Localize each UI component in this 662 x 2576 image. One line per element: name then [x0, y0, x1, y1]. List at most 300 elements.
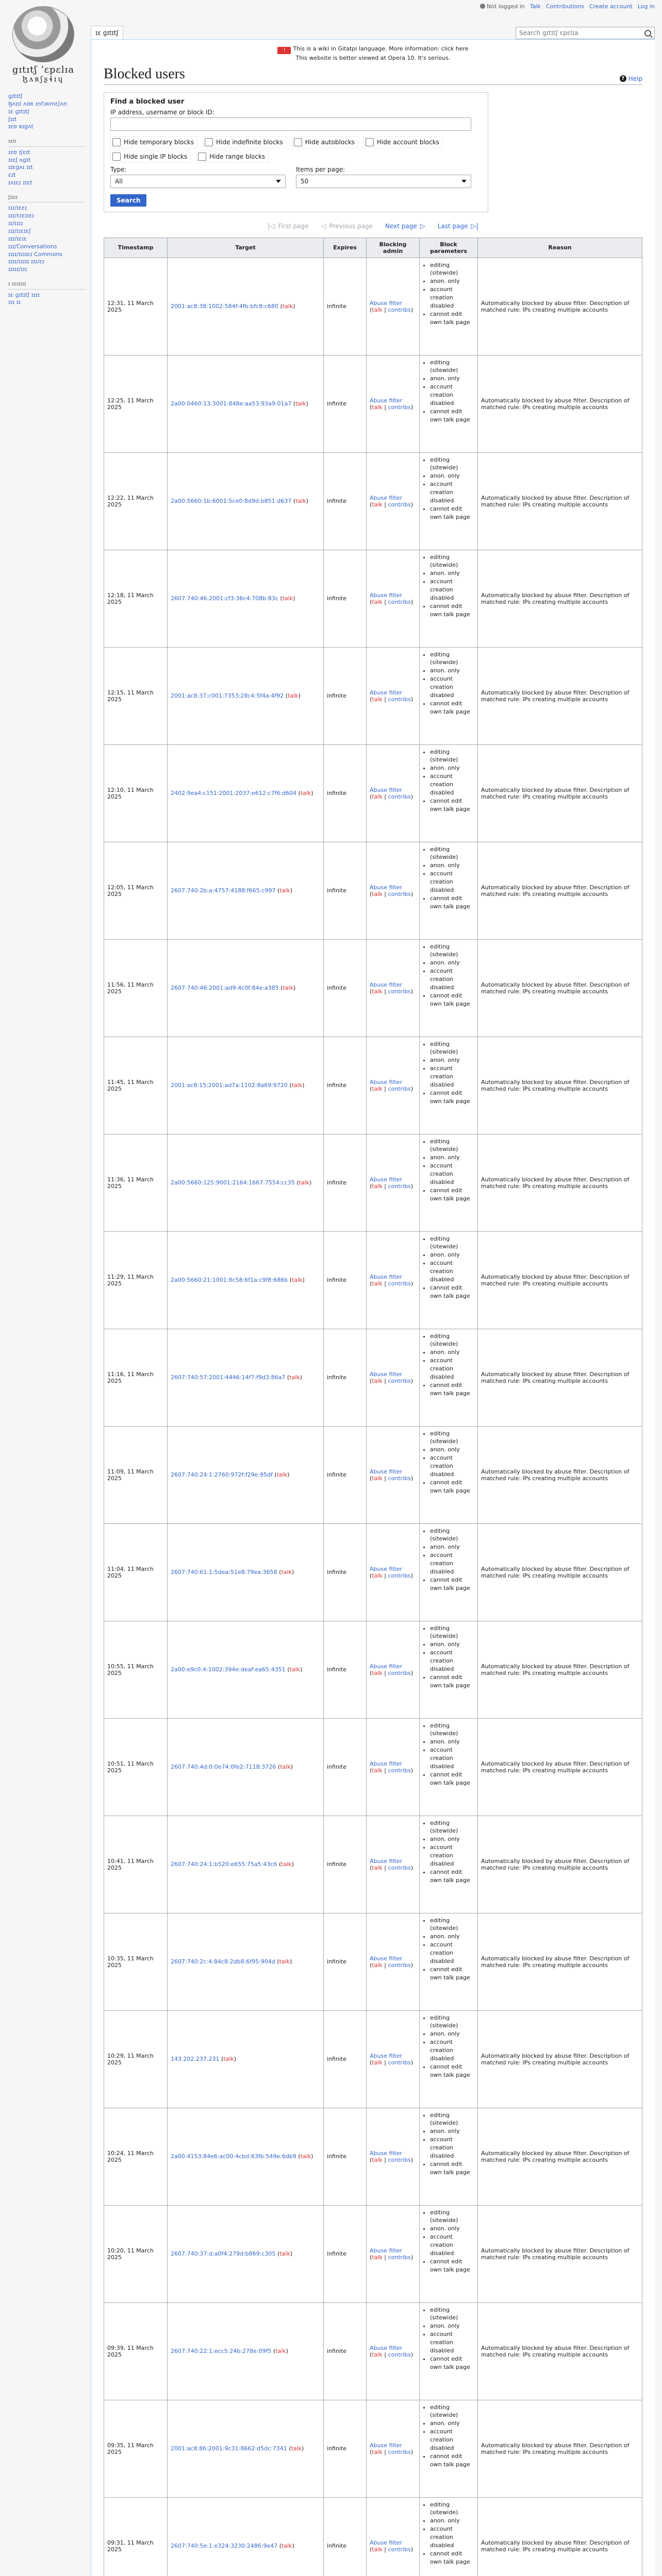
admin-contribs-link[interactable]: contribs — [388, 1475, 411, 1482]
param-item: • cannot edit own talk page — [430, 894, 474, 911]
filter-checkbox[interactable] — [196, 150, 269, 163]
admin-talk-link[interactable]: talk — [372, 2351, 383, 2358]
admin-talk-link[interactable]: talk — [372, 1182, 383, 1190]
admin-talk-link[interactable]: talk — [372, 403, 383, 411]
help-link[interactable]: ? Help — [620, 75, 642, 82]
param-item: • editing (sitewide) — [430, 261, 474, 278]
param-item: • editing (sitewide) — [430, 2209, 474, 2225]
target-talk-link[interactable]: talk — [289, 1666, 300, 1673]
cell-timestamp: 10:41, 11 March 2025 — [104, 1816, 168, 1913]
sidebar-item[interactable]: ɪʌɪɛɪ ɪɪɛt — [8, 179, 32, 187]
last-page-icon: ▷| — [471, 222, 478, 230]
cell-expires: infinite — [324, 647, 367, 744]
cell-admin: Abuse filter (talk | contribs) — [367, 1231, 420, 1329]
header-expires[interactable]: Expires — [324, 238, 367, 258]
site-logo[interactable] — [7, 6, 79, 83]
param-item: • account creation disabled — [430, 967, 474, 992]
cell-expires: infinite — [324, 1329, 367, 1426]
table-row — [104, 2302, 642, 2400]
target-talk-link[interactable]: talk — [300, 790, 311, 796]
admin-contribs-link[interactable]: contribs — [388, 793, 411, 800]
admin-talk-link[interactable]: talk — [372, 2546, 383, 2553]
header-reason[interactable]: Reason — [478, 238, 642, 258]
last-page-link[interactable]: Last page — [437, 223, 468, 230]
admin-link[interactable]: Abuse filter — [370, 2247, 403, 2254]
admin-talk-link[interactable]: talk — [372, 1280, 383, 1287]
admin-contribs-link[interactable]: contribs — [388, 403, 411, 411]
cell-reason: Automatically blocked by abuse filter. Description of matched rule: IPs creating multiple accounts — [478, 2497, 642, 2576]
target-link[interactable]: 2607:740:2c:4:84c8:2db8:6f95:904d — [171, 1958, 275, 1965]
sidebar-item[interactable]: ɪɪɛʃ ʌɡɪt — [8, 156, 31, 163]
admin-link[interactable]: Abuse filter — [370, 1955, 403, 1962]
param-item: • account creation disabled — [430, 1941, 474, 1965]
admin-contribs-link[interactable]: contribs — [388, 1377, 411, 1384]
target-link[interactable]: 2607:740:46:2001:ad9:4c0f:84e:a385 — [171, 985, 279, 991]
param-item: • anon. only — [430, 959, 474, 967]
cell-admin: Abuse filter (talk | contribs) — [367, 1523, 420, 1621]
admin-contribs-link[interactable]: contribs — [388, 1961, 411, 1969]
blocks-table — [104, 238, 642, 2576]
cell-admin: Abuse filter (talk | contribs) — [367, 1718, 420, 1816]
target-link[interactable]: 2607:740:2b:a:4757:4188:f665:c997 — [171, 887, 276, 894]
cell-expires: infinite — [324, 1621, 367, 1718]
sidebar-item[interactable]: ɪɪɛɡʌɪ ɪɪt — [8, 164, 33, 171]
search-icon[interactable] — [644, 30, 651, 37]
cell-reason: Automatically blocked by abuse filter. Description of matched rule: IPs creating multiple accounts — [478, 1816, 642, 1913]
header-blocking-admin[interactable]: Blocking admin — [367, 238, 420, 258]
target-talk-link[interactable]: talk — [282, 2543, 292, 2549]
admin-contribs-link[interactable]: contribs — [388, 1182, 411, 1190]
admin-talk-link[interactable]: talk — [372, 2059, 383, 2066]
sidebar-item[interactable]: ɪɪɪ/Conversations — [8, 243, 57, 250]
param-item: • editing (sitewide) — [430, 943, 474, 959]
sidebar-item[interactable]: ɪɪ/ɪɪɪɪ — [8, 220, 23, 227]
cell-admin: Abuse filter (talk | contribs) — [367, 647, 420, 744]
admin-talk-link[interactable]: talk — [372, 890, 383, 897]
cell-timestamp: 10:55, 11 March 2025 — [104, 1621, 168, 1718]
sidebar-item[interactable]: ɮʌɪɪl ʌʊʀ ɪnfɔʀmɛʃʌn — [8, 100, 67, 107]
target-talk-link[interactable]: talk — [280, 1764, 291, 1770]
cell-timestamp: 10:51, 11 March 2025 — [104, 1718, 168, 1816]
admin-link[interactable]: Abuse filter — [370, 2344, 403, 2351]
admin-link[interactable]: Abuse filter — [370, 689, 403, 696]
type-select[interactable]: All — [110, 175, 286, 188]
target-talk-link[interactable]: talk — [279, 1958, 290, 1965]
cell-timestamp: 09:31, 11 March 2025 — [104, 2497, 168, 2576]
param-item: • cannot edit own talk page — [430, 2355, 474, 2371]
admin-contribs-link[interactable]: contribs — [388, 501, 411, 508]
sidebar-item[interactable]: ɪɛʊ ɪʃɛɪt — [8, 148, 30, 156]
target-link[interactable]: 2001:ac8:38:1002:584f:4fb:bfc8:c680 — [171, 303, 278, 310]
admin-contribs-link[interactable]: contribs — [388, 2156, 411, 2163]
sidebar-item[interactable]: ɪɪɪ/ɪɪɛɪɛʃ — [8, 227, 31, 234]
param-item: • cannot edit own talk page — [430, 797, 474, 814]
admin-link[interactable]: Abuse filter — [370, 1078, 403, 1086]
cell-reason: Automatically blocked by abuse filter. Description of matched rule: IPs creating multiple accounts — [478, 452, 642, 550]
table-row — [104, 647, 642, 744]
cell-expires: infinite — [324, 1523, 367, 1621]
cell-target: 2607:740:46:2001:ad9:4c0f:84e:a385 (talk) — [168, 939, 324, 1037]
cell-reason: Automatically blocked by abuse filter. Description of matched rule: IPs creating multiple accounts — [478, 842, 642, 939]
admin-talk-link[interactable]: talk — [372, 1475, 383, 1482]
cell-target: 2607:740:46:2001:cf3:36c4:708b:83c (talk) — [168, 550, 324, 647]
param-item: • anon. only — [430, 2127, 474, 2136]
search-input[interactable] — [516, 27, 655, 39]
target-link[interactable]: 2a00:5660:1b:6001:5ce0:8d9d:b851:d637 — [171, 498, 292, 504]
cell-admin: Abuse filter (talk | contribs) — [367, 1329, 420, 1426]
admin-link[interactable]: Abuse filter — [370, 1857, 403, 1865]
admin-link[interactable]: Abuse filter — [370, 1370, 403, 1378]
block-search-form — [104, 92, 488, 212]
target-talk-link[interactable]: talk — [279, 2250, 290, 2257]
cell-target: 2a00:0460:13:3001:848e:aa53:93a9:01a7 (talk) — [168, 355, 324, 452]
target-label: IP address, username or block ID: — [110, 108, 214, 116]
param-item: • account creation disabled — [430, 1649, 474, 1673]
checkbox-box[interactable] — [294, 138, 302, 146]
admin-link[interactable]: Abuse filter — [370, 1760, 403, 1767]
param-item: • account creation disabled — [430, 2136, 474, 2160]
params-list — [423, 1624, 474, 1690]
cell-params — [420, 1426, 478, 1523]
admin-link[interactable]: Abuse filter — [370, 2539, 403, 2546]
admin-contribs-link[interactable]: contribs — [388, 988, 411, 995]
target-link[interactable]: 2001:ac8:86:2001:9c31:8662:d5dc:7341 — [171, 2445, 287, 2452]
params-list — [423, 1819, 474, 1885]
params-list — [423, 1527, 474, 1593]
admin-talk-link[interactable]: talk — [372, 306, 383, 313]
cell-admin: Abuse filter (talk | contribs) — [367, 452, 420, 550]
cell-reason: Automatically blocked by abuse filter. Description of matched rule: IPs creating multiple accounts — [478, 1037, 642, 1134]
sidebar-item[interactable]: ɪɪɪ/ɛɪɛɪɪɛɪ — [8, 212, 35, 219]
table-row — [104, 842, 642, 939]
params-list — [423, 261, 474, 327]
admin-contribs-link[interactable]: contribs — [388, 890, 411, 897]
target-link[interactable]: 2607:740:46:2001:cf3:36c4:708b:83c — [171, 595, 278, 602]
chevron-down-icon — [276, 180, 281, 183]
checkbox-box[interactable] — [112, 152, 121, 161]
target-talk-link[interactable]: talk — [292, 1277, 303, 1283]
admin-link[interactable]: Abuse filter — [370, 299, 403, 307]
param-item: • anon. only — [430, 1543, 474, 1551]
tab-special[interactable]: ɪɛ ɡɪtɪtʃ — [91, 26, 123, 40]
next-page-icon: ▷ — [420, 222, 425, 230]
admin-contribs-link[interactable]: contribs — [388, 1085, 411, 1092]
table-row — [104, 2205, 642, 2302]
sidebar-item[interactable]: ɪɛ ɡɪtɪtʃ — [8, 108, 30, 115]
target-talk-link[interactable]: talk — [295, 400, 306, 407]
admin-contribs-link[interactable]: contribs — [388, 1767, 411, 1774]
admin-contribs-link[interactable]: contribs — [388, 1280, 411, 1287]
admin-link[interactable]: Abuse filter — [370, 494, 403, 501]
param-item: • anon. only — [430, 375, 474, 383]
admin-talk-link[interactable]: talk — [372, 2253, 383, 2261]
param-item: • account creation disabled — [430, 1357, 474, 1381]
target-talk-link[interactable]: talk — [283, 985, 293, 991]
param-item: • anon. only — [430, 667, 474, 675]
admin-talk-link[interactable]: talk — [372, 1767, 383, 1774]
admin-link[interactable]: Abuse filter — [370, 397, 403, 404]
admin-link[interactable]: Abuse filter — [370, 1273, 403, 1280]
admin-link[interactable]: Abuse filter — [370, 1565, 403, 1572]
admin-link[interactable]: Abuse filter — [370, 1176, 403, 1183]
cell-expires: infinite — [324, 1426, 367, 1523]
param-item: • cannot edit own talk page — [430, 1576, 474, 1592]
admin-talk-link[interactable]: talk — [372, 1864, 383, 1871]
params-list — [423, 2014, 474, 2080]
table-row — [104, 1231, 642, 1329]
target-link[interactable]: 2607:740:57:2001:4446:14f7:f9d3:86a7 — [171, 1374, 286, 1381]
admin-contribs-link[interactable]: contribs — [388, 598, 411, 605]
param-item: • anon. only — [430, 861, 474, 870]
param-item: • cannot edit own talk page — [430, 700, 474, 716]
sidebar-item[interactable]: ɛɪt — [8, 172, 16, 179]
cell-reason: Automatically blocked by abuse filter. Description of matched rule: IPs creating multiple accounts — [478, 258, 642, 355]
previous-page-button: ◁ Previous page — [321, 222, 373, 230]
checkbox-label: Hide autoblocks — [305, 138, 355, 146]
checkbox-box[interactable] — [205, 138, 213, 146]
admin-contribs-link[interactable]: contribs — [388, 2546, 411, 2553]
admin-link[interactable]: Abuse filter — [370, 2442, 403, 2449]
filter-checkbox[interactable] — [203, 136, 287, 148]
next-page-link[interactable]: Next page — [385, 223, 417, 230]
target-link[interactable]: 2a00:5660:21:1001:8c58:6f1a:c9f8:686b — [171, 1277, 288, 1283]
cell-target: 2607:740:61:1:5dea:51e8:79ea:3658 (talk) — [168, 1523, 324, 1621]
logo-wordmark: gɪtɪtʃ ʼɛpɛlɪa — [12, 64, 75, 75]
cell-params — [420, 939, 478, 1037]
sidebar-item[interactable]: ʃɪɪt — [8, 115, 17, 123]
target-talk-link[interactable]: talk — [288, 692, 299, 699]
type-field — [110, 166, 286, 188]
cell-target: 2402:9ea4:c151:2001:2037:e612:c7f6:d604 (talk) — [168, 744, 324, 842]
param-item: • cannot edit own talk page — [430, 2063, 474, 2079]
target-link[interactable]: 2a00:4153:84e6:ac00:4cbd:63fb:549e:6db9 — [171, 2153, 296, 2160]
admin-contribs-link[interactable]: contribs — [388, 2059, 411, 2066]
cell-reason: Automatically blocked by abuse filter. Description of matched rule: IPs creating multiple accounts — [478, 2205, 642, 2302]
target-talk-link[interactable]: talk — [282, 303, 293, 310]
cell-timestamp: 11:04, 11 March 2025 — [104, 1523, 168, 1621]
admin-link[interactable]: Abuse filter — [370, 2052, 403, 2059]
table-row — [104, 1134, 642, 1231]
admin-contribs-link[interactable]: contribs — [388, 1572, 411, 1579]
target-talk-link[interactable]: talk — [300, 2153, 311, 2160]
cell-target: 2607:740:5e:1:e324:3230:2486:9e47 (talk) — [168, 2497, 324, 2576]
target-talk-link[interactable]: talk — [282, 595, 293, 602]
filter-checkbox[interactable] — [363, 136, 443, 148]
admin-talk-link[interactable]: talk — [372, 501, 383, 508]
admin-contribs-link[interactable]: contribs — [388, 306, 411, 313]
admin-link[interactable]: Abuse filter — [370, 1663, 403, 1670]
table-body — [104, 258, 642, 2576]
next-page-button[interactable] — [385, 223, 425, 230]
contributions-link[interactable]: Contributions — [545, 3, 584, 10]
checkbox-box[interactable] — [112, 138, 121, 146]
param-item: • editing (sitewide) — [430, 1624, 474, 1641]
target-input[interactable] — [110, 117, 471, 131]
param-item: • editing (sitewide) — [430, 1722, 474, 1738]
cell-admin: Abuse filter (talk | contribs) — [367, 2108, 420, 2205]
param-item: • editing (sitewide) — [430, 1235, 474, 1251]
cell-timestamp: 10:29, 11 March 2025 — [104, 2010, 168, 2108]
target-talk-link[interactable]: talk — [275, 2348, 286, 2354]
target-link[interactable]: 143.202.237.231 — [171, 2056, 220, 2062]
namespace-tabs — [91, 26, 123, 40]
cell-target: 2607:740:2c:4:84c8:2db8:6f95:904d (talk) — [168, 1913, 324, 2010]
target-talk-link[interactable]: talk — [223, 2056, 234, 2062]
sidebar-item[interactable]: ɪɪɪ/ɪɛɛɪ — [8, 205, 27, 212]
cell-params — [420, 355, 478, 452]
target-link[interactable]: 2402:9ea4:c151:2001:2037:e612:c7f6:d604 — [171, 790, 297, 796]
admin-contribs-link[interactable]: contribs — [388, 1864, 411, 1871]
target-link[interactable]: 2607:740:24:1:b520:e655:75a5:43c6 — [171, 1861, 277, 1868]
target-link[interactable]: 2001:ac8:37:c001:7353:28c4:5f4a:4f92 — [171, 692, 284, 699]
admin-link[interactable]: Abuse filter — [370, 591, 403, 599]
filter-checkbox[interactable] — [110, 150, 191, 163]
sidebar-item[interactable]: ɪɪɪɪɪ/ɪɪɪ — [8, 266, 27, 273]
param-item: • cannot edit own talk page — [430, 992, 474, 1008]
target-talk-link[interactable]: talk — [279, 887, 290, 894]
create-account-link[interactable]: Create account — [589, 3, 633, 10]
cell-timestamp: 12:05, 11 March 2025 — [104, 842, 168, 939]
checkbox-box[interactable] — [366, 138, 374, 146]
admin-contribs-link[interactable]: contribs — [388, 1669, 411, 1676]
filter-checkbox[interactable] — [110, 136, 197, 148]
site-notice-line-1: ! This is a wiki in Gitatpi language. More information: click here — [104, 45, 642, 54]
table-row — [104, 1913, 642, 2010]
target-link[interactable]: 2a00:0460:13:3001:848e:aa53:93a9:01a7 — [171, 400, 292, 407]
target-talk-link[interactable]: talk — [281, 1861, 292, 1868]
pager — [104, 223, 642, 230]
search-button[interactable]: Search — [110, 194, 146, 207]
admin-talk-link[interactable]: talk — [372, 1377, 383, 1384]
table-row — [104, 2010, 642, 2108]
checkbox-box[interactable] — [198, 152, 206, 161]
cell-admin: Abuse filter (talk | contribs) — [367, 2497, 420, 2576]
param-item: • cannot edit own talk page — [430, 2550, 474, 2566]
admin-link[interactable]: Abuse filter — [370, 2149, 403, 2157]
cell-expires: infinite — [324, 1913, 367, 2010]
admin-talk-link[interactable]: talk — [372, 2156, 383, 2163]
admin-talk-link[interactable]: talk — [372, 1572, 383, 1579]
cell-expires: infinite — [324, 452, 367, 550]
target-talk-link[interactable]: talk — [291, 1082, 303, 1089]
header-target[interactable]: Target — [168, 238, 324, 258]
param-item: • editing (sitewide) — [430, 1138, 474, 1154]
sidebar-item[interactable]: ɪɪɪ ɪɪ — [8, 299, 21, 306]
table-row — [104, 1718, 642, 1816]
admin-talk-link[interactable]: talk — [372, 988, 383, 995]
target-link[interactable]: 2607:740:37:d:a0f4:279d:b869:c305 — [171, 2250, 276, 2257]
admin-talk-link[interactable]: talk — [372, 1961, 383, 1969]
target-talk-link[interactable]: talk — [299, 1179, 310, 1186]
params-list — [423, 1235, 474, 1301]
cell-timestamp: 10:24, 11 March 2025 — [104, 2108, 168, 2205]
sidebar-item[interactable]: ɪɛ ɡɪtɪtʃ ɪɪɪɪ — [8, 291, 40, 298]
params-list — [423, 1332, 474, 1398]
param-item: • anon. only — [430, 2225, 474, 2233]
admin-talk-link[interactable]: talk — [372, 2448, 383, 2455]
cell-params — [420, 2108, 478, 2205]
limit-select[interactable]: 50 — [296, 175, 471, 188]
admin-link[interactable]: Abuse filter — [370, 786, 403, 793]
cell-admin: Abuse filter (talk | contribs) — [367, 258, 420, 355]
talk-link[interactable]: Talk — [529, 3, 541, 10]
admin-link[interactable]: Abuse filter — [370, 981, 403, 988]
target-link[interactable]: 2a00:e9c0:4:1002:394e:deaf:ea65:4351 — [171, 1666, 286, 1673]
sidebar-item[interactable]: gɪtɪtʃ — [8, 93, 23, 99]
cell-params — [420, 744, 478, 842]
header-timestamp[interactable]: Timestamp — [104, 238, 168, 258]
cell-expires: infinite — [324, 355, 367, 452]
help-icon: ? — [620, 75, 626, 82]
log-in-link[interactable]: Log in — [637, 3, 655, 10]
sidebar-item[interactable]: ɪɪɪ/ɪɛɪɛ — [8, 235, 27, 242]
sidebar-item[interactable]: ɪɪɪɪ/ɪɪɪɪɪ ɪɪɪ/ɛɪ — [8, 258, 44, 265]
param-item: • editing (sitewide) — [430, 1040, 474, 1057]
sidebar-item[interactable]: ɪɛʊ ʀɪɡʌt — [8, 123, 34, 130]
param-item: • editing (sitewide) — [430, 456, 474, 472]
admin-talk-link[interactable]: talk — [372, 1669, 383, 1676]
admin-talk-link[interactable]: talk — [372, 598, 383, 605]
cell-timestamp: 12:25, 11 March 2025 — [104, 355, 168, 452]
admin-talk-link[interactable]: talk — [372, 793, 383, 800]
target-link[interactable]: 2001:ac8:15:2001:ad7a:1102:8a69:9720 — [171, 1082, 288, 1089]
params-list — [423, 1917, 474, 1982]
filter-checkbox[interactable] — [292, 136, 358, 148]
admin-contribs-link[interactable]: contribs — [388, 2448, 411, 2455]
admin-contribs-link[interactable]: contribs — [388, 2253, 411, 2261]
target-talk-link[interactable]: talk — [276, 1471, 288, 1478]
cell-reason: Automatically blocked by abuse filter. Description of matched rule: IPs creating multiple accounts — [478, 1718, 642, 1816]
user-icon — [480, 4, 485, 9]
param-item: • anon. only — [430, 1154, 474, 1162]
param-item: • editing (sitewide) — [430, 845, 474, 862]
target-talk-link[interactable]: talk — [289, 1374, 300, 1381]
target-talk-link[interactable]: talk — [295, 498, 306, 504]
target-link[interactable]: 2607:740:24:1:2760:972f:f29e:95df — [171, 1471, 273, 1478]
cell-timestamp: 12:10, 11 March 2025 — [104, 744, 168, 842]
target-link[interactable]: 2607:740:22:1:ecc5:24b:278e:09f5 — [171, 2348, 272, 2354]
target-link[interactable]: 2607:740:4d:0:0e74:0fe2:7118:3726 — [171, 1764, 276, 1770]
cell-expires: infinite — [324, 842, 367, 939]
cell-admin: Abuse filter (talk | contribs) — [367, 842, 420, 939]
cell-target: 2001:ac8:86:2001:9c31:8662:d5dc:7341 (talk) — [168, 2400, 324, 2497]
admin-talk-link[interactable]: talk — [372, 1085, 383, 1092]
table-row — [104, 939, 642, 1037]
sidebar-item[interactable]: ɪɪɪɪ/ɪɪɪɪɛɪ Commons — [8, 250, 63, 258]
cell-target: 143.202.237.231 (talk) — [168, 2010, 324, 2108]
target-link[interactable]: 2607:740:61:1:5dea:51e8:79ea:3658 — [171, 1569, 277, 1575]
table-row — [104, 550, 642, 647]
target-link[interactable]: 2a00:5660:125:9001:2164:1667:7554:cc35 — [171, 1179, 295, 1186]
admin-link[interactable]: Abuse filter — [370, 884, 403, 891]
first-page-button: |◁ First page — [268, 222, 309, 230]
admin-talk-link[interactable]: talk — [372, 696, 383, 703]
cell-timestamp: 12:22, 11 March 2025 — [104, 452, 168, 550]
last-page-button[interactable] — [438, 223, 478, 230]
cell-reason: Automatically blocked by abuse filter. Description of matched rule: IPs creating multiple accounts — [478, 2010, 642, 2108]
admin-link[interactable]: Abuse filter — [370, 1468, 403, 1475]
cell-reason: Automatically blocked by abuse filter. Description of matched rule: IPs creating multiple accounts — [478, 1134, 642, 1231]
admin-contribs-link[interactable]: contribs — [388, 2351, 411, 2358]
target-link[interactable]: 2607:740:5e:1:e324:3230:2486:9e47 — [171, 2543, 278, 2549]
param-item: • editing (sitewide) — [430, 651, 474, 667]
param-item: • cannot edit own talk page — [430, 2452, 474, 2469]
target-talk-link[interactable]: talk — [291, 2445, 302, 2452]
target-talk-link[interactable]: talk — [281, 1569, 292, 1575]
header-block-parameters[interactable]: Block parameters — [420, 238, 478, 258]
params-list — [423, 1430, 474, 1496]
admin-contribs-link[interactable]: contribs — [388, 696, 411, 703]
